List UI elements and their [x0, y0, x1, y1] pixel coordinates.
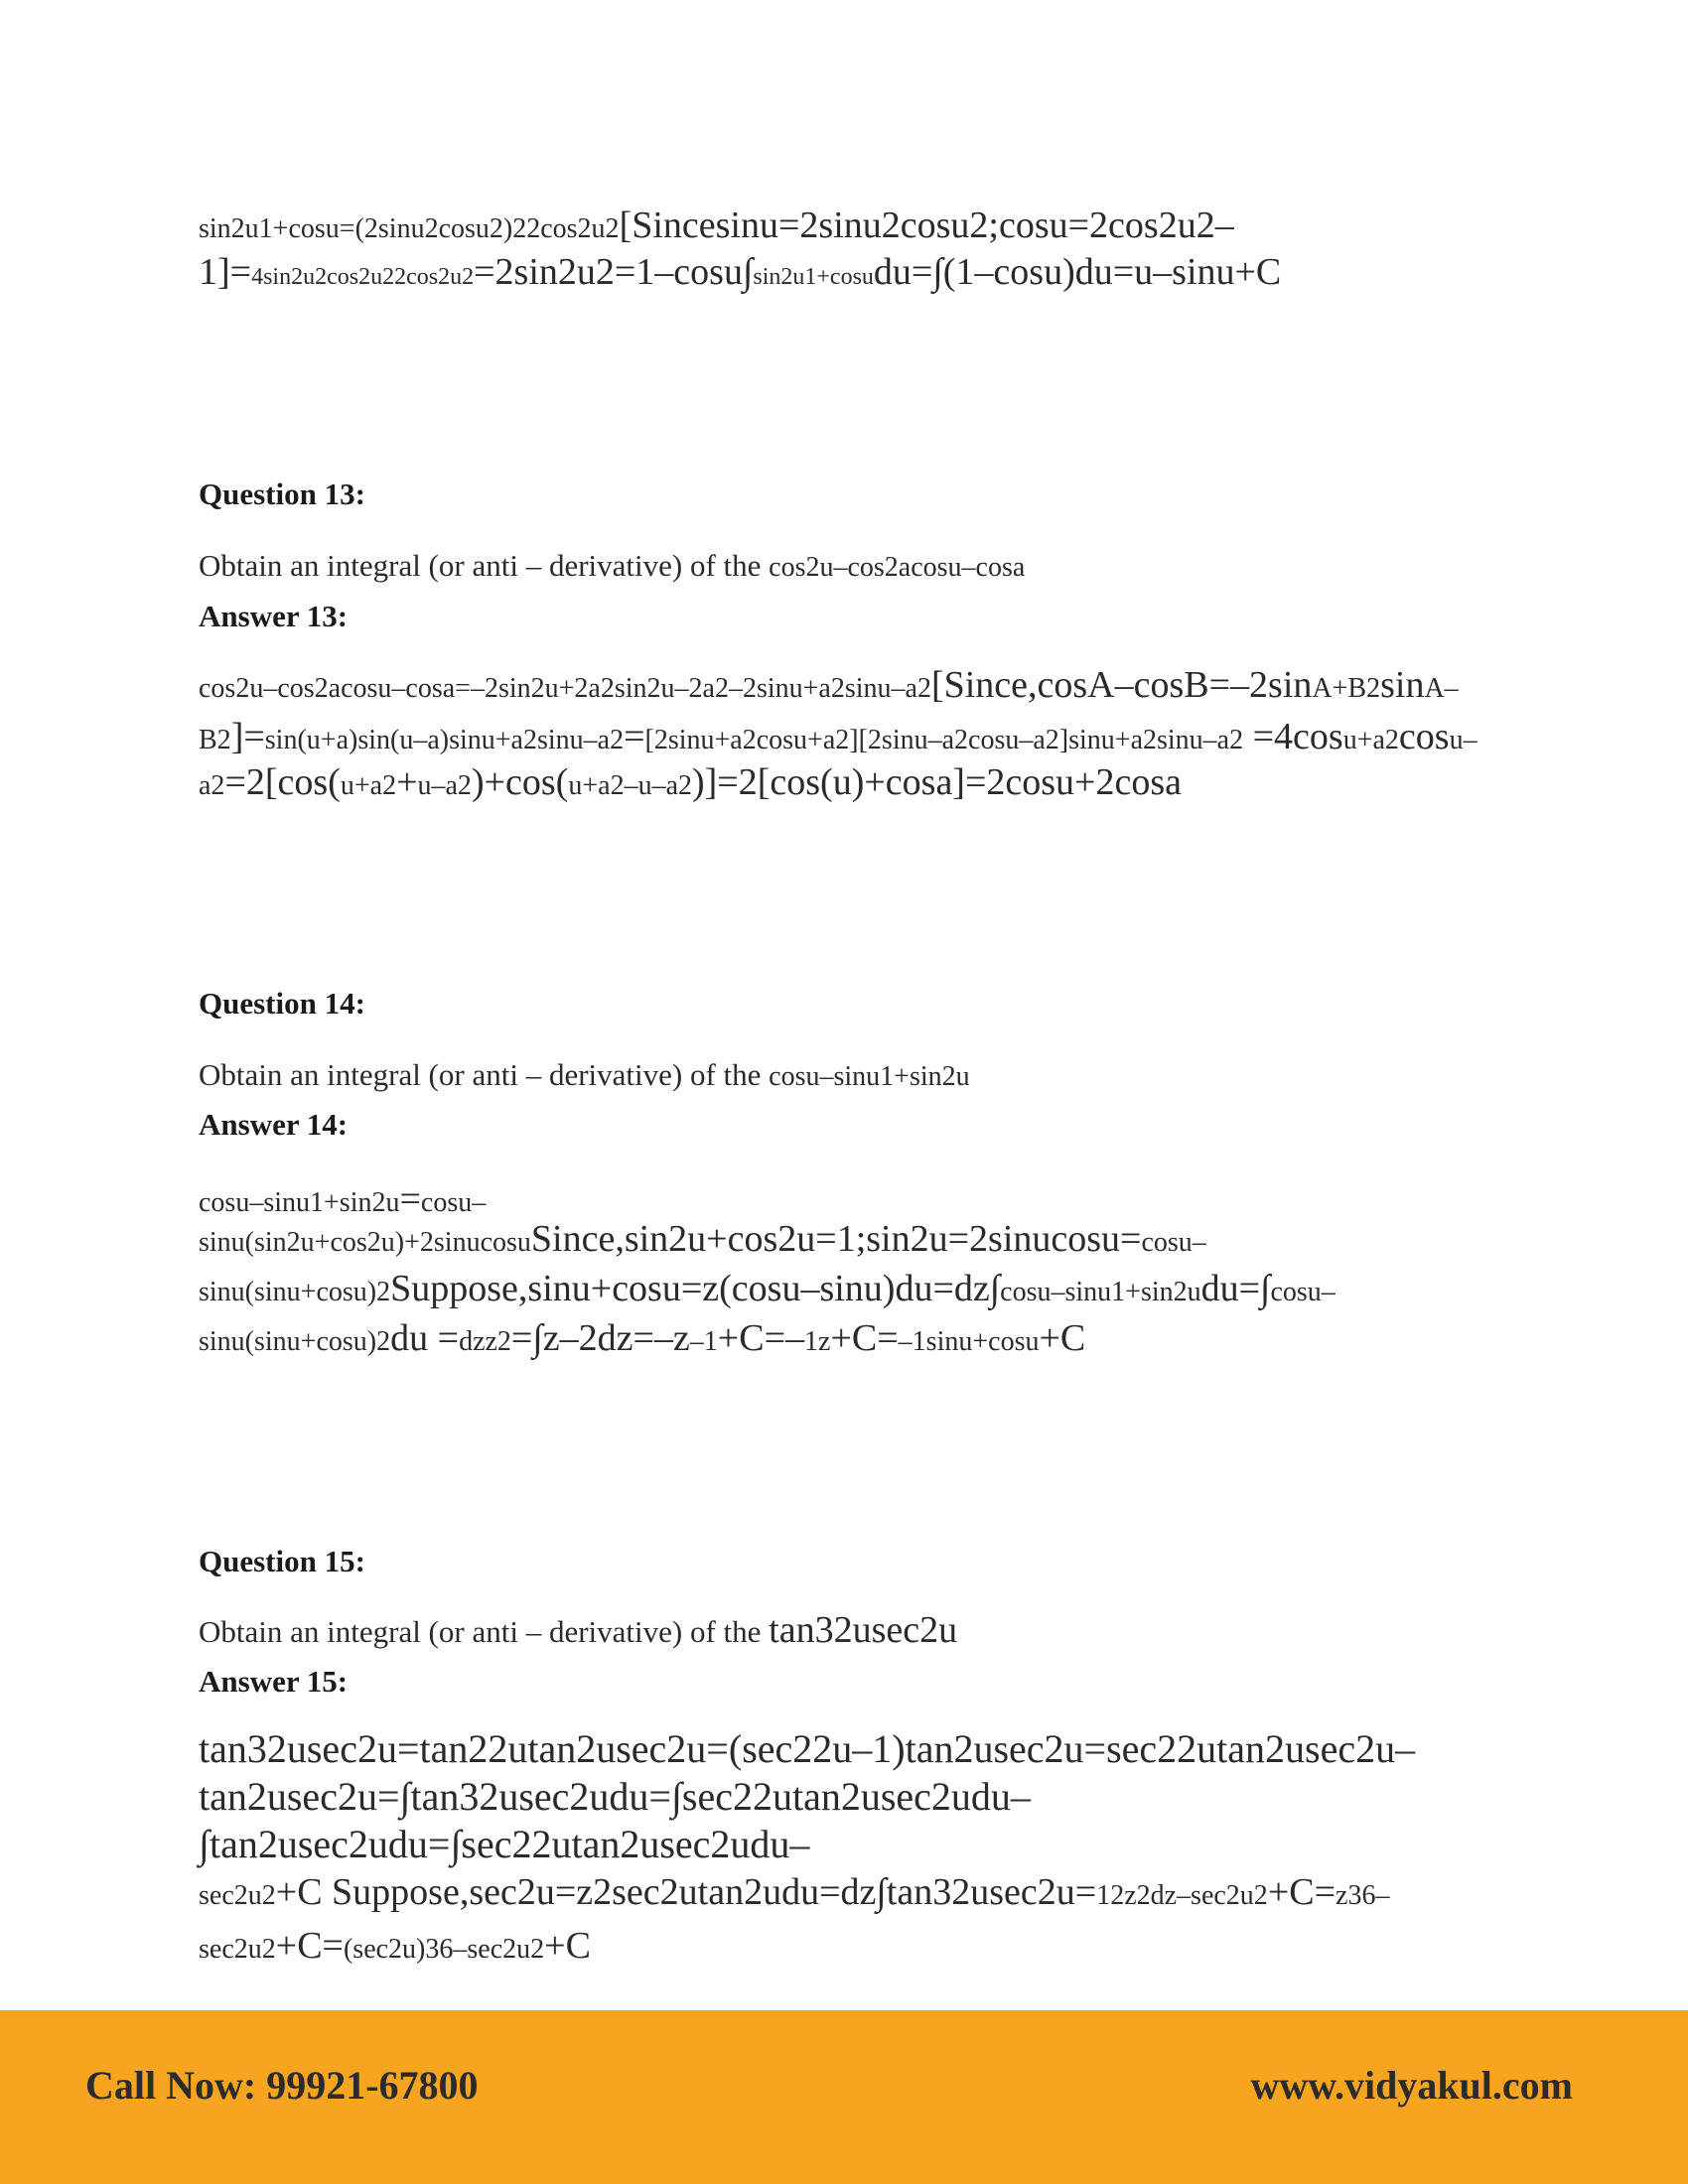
- math-fragment: 4sin2u2cos2u22cos2u2: [251, 264, 475, 290]
- math-fragment: a2: [199, 770, 225, 801]
- math-fragment: A+B2: [1312, 673, 1381, 704]
- call-now-phone[interactable]: Call Now: 99921-67800: [85, 2063, 479, 2108]
- question-13-text: [199, 548, 1025, 584]
- math-fragment: 1z: [804, 1326, 831, 1357]
- math-fragment: [2sinu+a2cosu+a2][2sinu–a2cosu–a2]sinu+a2sinu–a2: [644, 725, 1244, 755]
- answer12-line-1: [199, 204, 1234, 247]
- math-fragment: du=∫(1–cosu)du=u–sinu+C: [873, 251, 1282, 293]
- math-fragment: +C Suppose,sec2u=z2sec2utan2udu=dz∫tan32usec2u=: [275, 1871, 1097, 1913]
- question-prompt: Obtain an integral (or anti – derivative) of the: [199, 548, 770, 583]
- math-fragment: cosu–sinu1+sin2u: [199, 1187, 400, 1218]
- math-fragment: [Sincesinu=2sinu2cosu2;cosu=2cos2u2–: [619, 205, 1234, 246]
- math-fragment: =4cos: [1243, 716, 1343, 757]
- math-fragment: =: [399, 1178, 421, 1220]
- math-fragment: cos2u–cos2acosu–cosa=–2sin2u+2a2sin2u–2a2–2sinu+a2sinu–a2: [199, 673, 931, 704]
- math-fragment: dzz2: [459, 1326, 511, 1357]
- answer14-line-2: [199, 1217, 1206, 1261]
- math-fragment: –1sinu+cosu: [898, 1326, 1040, 1357]
- answer13-line-2: [199, 715, 1477, 758]
- math-fragment: sin2u1+cosu: [753, 264, 874, 290]
- question-15-text: [199, 1608, 957, 1652]
- math-fragment: u+a2–u–a2: [568, 770, 692, 801]
- question-expression: tan32usec2u: [769, 1609, 958, 1651]
- answer14-line-3: [199, 1267, 1336, 1310]
- math-fragment: sec2u2: [1191, 1880, 1268, 1911]
- math-fragment: sinu(sinu+cosu)2: [199, 1326, 391, 1357]
- math-fragment: 12z2dz–: [1096, 1880, 1192, 1911]
- math-fragment: –1: [689, 1326, 718, 1357]
- answer15-line-3: ∫tan2usec2udu=∫sec22utan2usec2udu–: [199, 1822, 810, 1866]
- answer15-line-4: [199, 1870, 1389, 1914]
- math-fragment: sinu(sin2u+cos2u)+2sinucosu: [199, 1227, 531, 1258]
- math-fragment: sin: [1380, 664, 1425, 706]
- website-link[interactable]: www.vidyakul.com: [1250, 2063, 1573, 2108]
- math-fragment: +C=–: [717, 1317, 805, 1359]
- math-fragment: +C: [1039, 1317, 1086, 1359]
- math-fragment: du =: [390, 1317, 460, 1359]
- math-fragment: sin(u+a)sin(u–a)sinu+a2sinu–a2: [264, 725, 625, 755]
- question-prompt: Obtain an integral (or anti – derivative) of the: [199, 1057, 770, 1092]
- answer-15-title: Answer 15:: [199, 1664, 349, 1699]
- math-fragment: +C: [544, 1925, 591, 1967]
- math-fragment: +C=: [1267, 1871, 1336, 1913]
- question-expression: cos2u–cos2acosu–cosa: [769, 552, 1026, 583]
- math-fragment: ]=: [230, 716, 265, 757]
- math-fragment: +C=: [830, 1317, 899, 1359]
- math-fragment: +: [396, 761, 418, 803]
- answer15-line-2: tan2usec2u=∫tan32usec2udu=∫sec22utan2usec2udu–: [199, 1774, 1031, 1819]
- math-fragment: z36–: [1336, 1880, 1390, 1911]
- answer15-line-5: [199, 1924, 591, 1968]
- math-fragment: cosu–: [420, 1187, 487, 1218]
- question-prompt: Obtain an integral (or anti – derivative) of the: [199, 1614, 770, 1649]
- math-fragment: sinu(sinu+cosu)2: [199, 1277, 391, 1307]
- answer14-line-1: [199, 1177, 486, 1221]
- math-fragment: sec2u2: [199, 1880, 276, 1911]
- math-fragment: (sec2u)36–sec2u2: [343, 1934, 545, 1965]
- math-fragment: u+a2: [340, 770, 397, 801]
- math-fragment: B2: [199, 725, 231, 755]
- math-fragment: cosu–: [1141, 1227, 1206, 1258]
- math-fragment: cos: [1398, 716, 1450, 757]
- math-fragment: =2[cos(: [224, 761, 341, 803]
- math-fragment: 1]=: [199, 251, 252, 293]
- math-fragment: [Since,cosA–cosB=–2sin: [930, 664, 1313, 706]
- question-14-title: Question 14:: [199, 986, 365, 1021]
- answer14-line-4: [199, 1316, 1085, 1360]
- answer13-line-3: [199, 760, 1182, 804]
- answer-13-title: Answer 13:: [199, 599, 349, 633]
- math-fragment: cosu–: [1270, 1277, 1336, 1307]
- answer12-line-2: [199, 250, 1281, 294]
- footer-banner: [0, 2010, 1688, 2184]
- answer13-line-1: [199, 663, 1459, 707]
- answer-14-title: Answer 14:: [199, 1107, 349, 1142]
- question-13-title: Question 13:: [199, 477, 365, 511]
- math-fragment: A–: [1424, 673, 1459, 704]
- math-fragment: )+cos(: [471, 761, 569, 803]
- math-fragment: sec2u2: [199, 1934, 276, 1965]
- question-15-title: Question 15:: [199, 1544, 365, 1578]
- math-fragment: )]=2[cos(u)+cosa]=2cosu+2cosa: [692, 761, 1182, 803]
- math-fragment: +C=: [275, 1925, 344, 1967]
- math-fragment: u–: [1449, 725, 1477, 755]
- math-fragment: u+a2: [1342, 725, 1399, 755]
- math-fragment: cosu–sinu1+sin2u: [1000, 1277, 1201, 1307]
- math-fragment: u–a2: [417, 770, 472, 801]
- math-fragment: sin2u1+cosu=(2sinu2cosu2)22cos2u2: [199, 213, 620, 244]
- question-14-text: [199, 1057, 970, 1093]
- question-expression: cosu–sinu1+sin2u: [769, 1061, 970, 1092]
- math-fragment: du=∫: [1200, 1268, 1271, 1309]
- math-fragment: Since,sin2u+cos2u=1;sin2u=2sinucosu=: [530, 1218, 1142, 1260]
- answer15-line-1: tan32usec2u=tan22utan2usec2u=(sec22u–1)tan2usec2u=sec22utan2usec2u–: [199, 1726, 1416, 1771]
- math-fragment: =2sin2u2=1–cosu∫: [474, 251, 754, 293]
- math-fragment: =∫z–2dz=–z: [510, 1317, 690, 1359]
- math-fragment: =: [624, 716, 645, 757]
- math-fragment: Suppose,sinu+cosu=z(cosu–sinu)du=dz∫: [390, 1268, 1001, 1309]
